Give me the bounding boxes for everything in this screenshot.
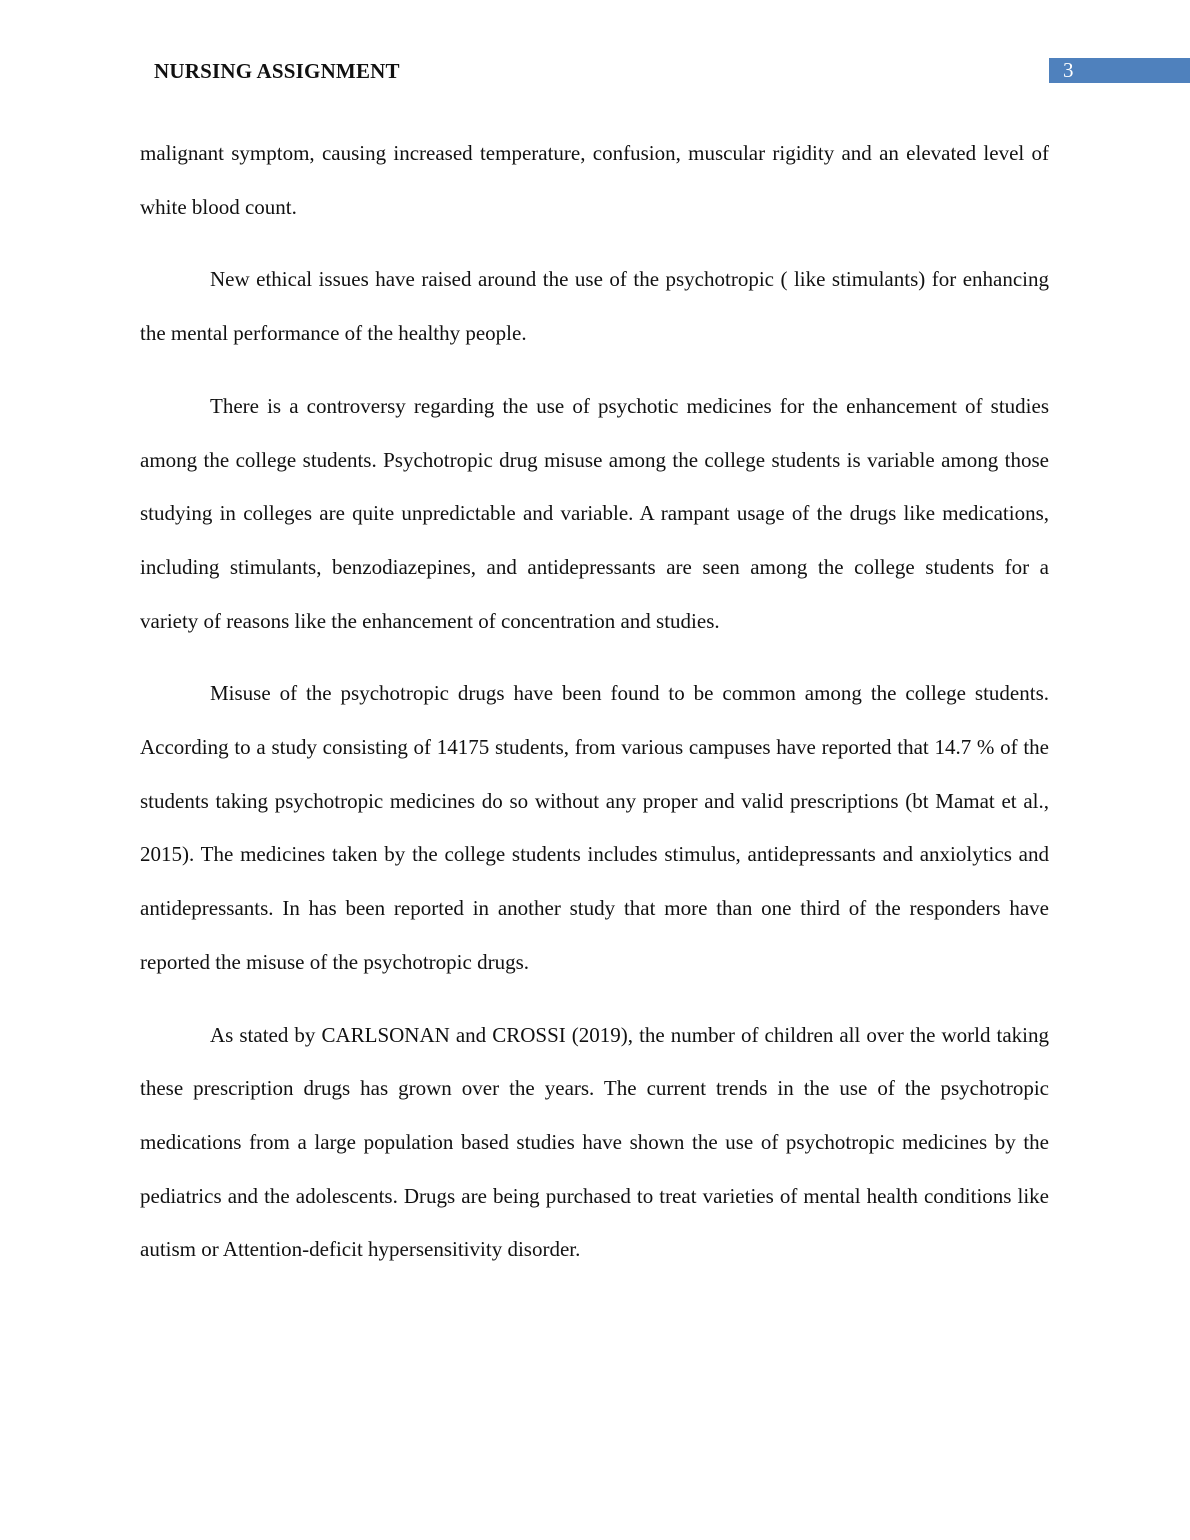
document-body bbox=[140, 127, 1049, 1296]
paragraph-misuse: Misuse of the psychotropic drugs have been found to be common among the college students. According to a study consisting of 14175 students, from various campuses have reported that 14.7 % of the students taking psychotropic medicines do so without any proper and valid prescriptions (bt Mamat et al., 2015). The medicines taken by the college students includes stimulus, antidepressants and anxiolytics and antidepressants. In has been reported in another study that more than one third of the responders have reported the misuse of the psychotropic drugs. bbox=[140, 681, 1049, 974]
running-head: NURSING ASSIGNMENT bbox=[154, 59, 400, 83]
paragraph-children-trends: As stated by CARLSONAN and CROSSI (2019), the number of children all over the world taking these prescription drugs has grown over the years. The current trends in the use of the psychotropic medications from a large population based studies have shown the use of psychotropic medicines by the pediatrics and the adolescents. Drugs are being purchased to treat varieties of mental health conditions like autism or Attention-deficit hypersensitivity disorder. bbox=[140, 1022, 1049, 1262]
paragraph-ethical-issues: New ethical issues have raised around the use of the psychotropic ( like stimulants) for enhancing the mental performance of the healthy people. bbox=[140, 267, 1049, 346]
page-number-box bbox=[1049, 58, 1190, 83]
page-number: 3 bbox=[1063, 58, 1074, 82]
paragraph-controversy: There is a controversy regarding the use of psychotic medicines for the enhancement of studies among the college students. Psychotropic drug misuse among the college students is variable among those studying in colleges are quite unpredictable and variable. A rampant usage of the drugs like medications, including stimulants, benzodiazepines, and antidepressants are seen among the college students for a variety of reasons like the enhancement of concentration and studies. bbox=[140, 393, 1049, 633]
page-header bbox=[0, 0, 1190, 110]
paragraph-continued: malignant symptom, causing increased temperature, confusion, muscular rigidity and an elevated level of white blood count. bbox=[140, 141, 1049, 219]
